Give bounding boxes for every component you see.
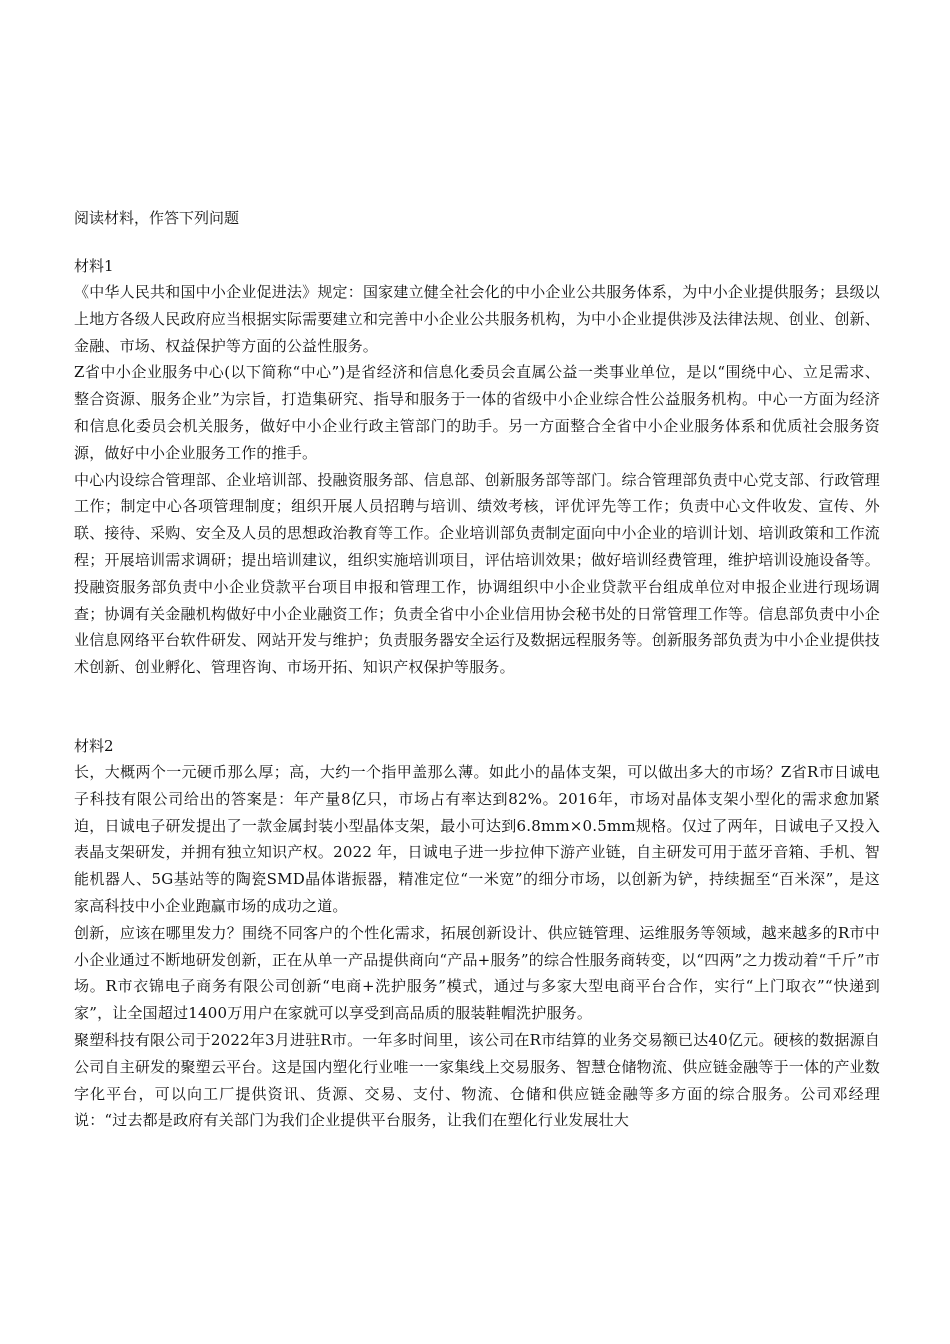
spacer bbox=[74, 231, 880, 253]
instruction-heading: 阅读材料，作答下列问题 bbox=[74, 209, 240, 227]
material-2 bbox=[74, 733, 880, 1134]
material-2-paragraph-1: 长，大概两个一元硬币那么厚；高，大约一个指甲盖那么薄。如此小的晶体支架，可以做出多大的市场？Z省R市日诚电子科技有限公司给出的答案是：年产量8亿只，市场占有率达到82%。2016年，市场对晶体支架小型化的需求愈加紧迫，日诚电子研发提出了一款金属封装小型晶体支架，最小可达到6.8mm×0.5mm规格。仅过了两年，日诚电子又投入表晶支架研发，并拥有独立知识产权。2022 年，日诚电子进一步拉伸下游产业链，自主研发可用于蓝牙音箱、手机、智能机器人、5G基站等的陶瓷SMD晶体谐振器，精准定位“一米宽”的细分市场，以创新为铲，持续掘至“百米深”，是这家高科技中小企业跑赢市场的成功之道。 bbox=[74, 762, 880, 915]
material-1-paragraph-3: 中心内设综合管理部、企业培训部、投融资服务部、信息部、创新服务部等部门。综合管理部负责中心党支部、行政管理工作；制定中心各项管理制度；组织开展人员招聘与培训、绩效考核，评优评先等工作；负责中心文件收发、宣传、外联、接待、采购、安全及人员的思想政治教育等工作。企业培训部负责制定面向中小企业的培训计划、培训政策和工作流程；开展培训需求调研；提出培训建议，组织实施培训项目，评估培训效果；做好培训经费管理，维护培训设施设备等。投融资服务部负责中小企业贷款平台项目申报和管理工作，协调组织中小企业贷款平台组成单位对申报企业进行现场调查；协调有关金融机构做好中小企业融资工作；负责全省中小企业信用协会秘书处的日常管理工作等。信息部负责中小企业信息网络平台软件研发、网站开发与维护；负责服务器安全运行及数据远程服务等。创新服务部负责为中小企业提供技术创新、创业孵化、管理咨询、市场开拓、知识产权保护等服务。 bbox=[74, 470, 880, 677]
document-page bbox=[74, 205, 880, 1134]
spacer bbox=[74, 681, 880, 733]
material-1 bbox=[74, 253, 880, 681]
material-2-paragraph-3: 聚塑科技有限公司于2022年3月进驻R市。一年多时间里，该公司在R市结算的业务交易额已达40亿元。硬核的数据源自公司自主研发的聚塑云平台。这是国内塑化行业唯一一家集线上交易服务、智慧仓储物流、供应链金融等于一体的产业数字化平台，可以向工厂提供资讯、货源、交易、支付、物流、仓储和供应链金融等多方面的综合服务。公司邓经理说：“过去都是政府有关部门为我们企业提供平台服务，让我们在塑化行业发展壮大 bbox=[74, 1030, 880, 1130]
material-2-paragraph-2: 创新，应该在哪里发力？围绕不同客户的个性化需求，拓展创新设计、供应链管理、运维服务等领域，越来越多的R市中小企业通过不断地研发创新，正在从单一产品提供商向“产品+服务”的综合性服务商转变，以“四两”之力拨动着“千斤”市场。R市衣锦电子商务有限公司创新“电商+洗护服务”模式，通过与多家大型电商平台合作，实行“上门取衣”“快递到家”，让全国超过1400万用户在家就可以享受到高品质的服装鞋帽洗护服务。 bbox=[74, 923, 880, 1023]
material-1-paragraph-1: 《中华人民共和国中小企业促进法》规定：国家建立健全社会化的中小企业公共服务体系，为中小企业提供服务；县级以上地方各级人民政府应当根据实际需要建立和完善中小企业公共服务机构，为中小企业提供涉及法律法规、创业、创新、金融、市场、权益保护等方面的公益性服务。 bbox=[74, 283, 880, 355]
material-2-title: 材料2 bbox=[74, 736, 114, 755]
material-1-title: 材料1 bbox=[74, 257, 114, 275]
material-1-paragraph-2: Z省中小企业服务中心(以下简称“中心”)是省经济和信息化委员会直属公益一类事业单位，是以“围绕中心、立足需求、整合资源、服务企业”为宗旨，打造集研究、指导和服务于一体的省级中小企业综合性公益服务机构。中心一方面为经济和信息化委员会机关服务，做好中小企业行政主管部门的助手。另一方面整合全省中小企业服务体系和优质社会服务资源，做好中小企业服务工作的推手。 bbox=[74, 363, 880, 462]
